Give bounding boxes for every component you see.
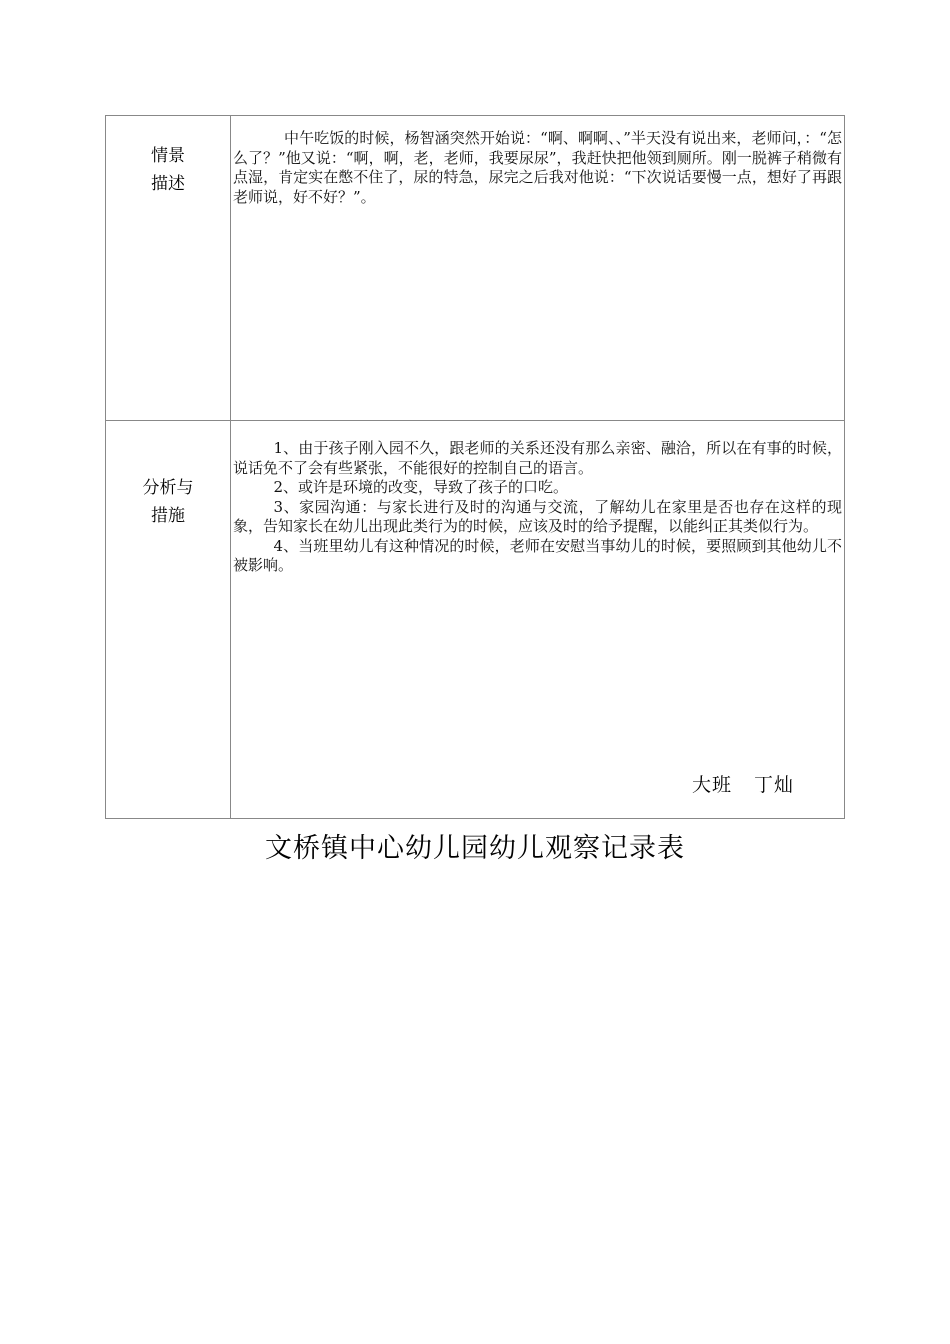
scene-description-content <box>231 116 845 421</box>
scene-paragraph: 中午吃饭的时候，杨智涵突然开始说：“啊、啊啊、、”半天没有说出来，老师问，：“怎么了？”他又说：“啊，啊，老，老师，我要尿尿”，我赶快把他领到厕所。刚一脱裤子稍微有点湿，肯定实在憋不住了，尿的特急，尿完之后我对他说：“下次说话要慢一点，想好了再跟老师说，好不好？”。 <box>233 129 842 206</box>
analysis-paragraph-1: 1、由于孩子刚入园不久，跟老师的关系还没有那么亲密、融洽，所以在有事的时候，说话免不了会有些紧张，不能很好的控制自己的语言。 <box>233 439 842 477</box>
analysis-label-line-2: 措施 <box>151 506 185 526</box>
scene-description-row <box>106 116 845 421</box>
analysis-paragraph-3: 3、家园沟通：与家长进行及时的沟通与交流，了解幼儿在家里是否也存在这样的现象，告知家长在幼儿出现此类行为的时候，应该及时的给予提醒，以能纠正其类似行为。 <box>233 497 842 535</box>
analysis-paragraph-4: 4、当班里幼儿有这种情况的时候，老师在安慰当事幼儿的时候，要照顾到其他幼儿不被影响。 <box>233 536 842 574</box>
analysis-label-line-1: 分析与 <box>142 478 194 498</box>
scene-label-line-2: 描述 <box>151 174 185 194</box>
analysis-measures-label <box>106 421 231 819</box>
signature-class: 大班 <box>692 774 733 796</box>
scene-description-label <box>106 116 231 421</box>
analysis-measures-row <box>106 421 845 819</box>
observation-record-table <box>105 115 845 819</box>
signature-teacher: 丁灿 <box>754 774 795 796</box>
analysis-paragraph-2: 2、或许是环境的改变，导致了孩子的口吃。 <box>273 478 569 496</box>
next-record-title: 文桥镇中心幼儿园幼儿观察记录表 <box>265 833 685 864</box>
scene-label-line-1: 情景 <box>151 146 185 166</box>
analysis-measures-content <box>231 421 845 819</box>
signature <box>692 770 794 797</box>
